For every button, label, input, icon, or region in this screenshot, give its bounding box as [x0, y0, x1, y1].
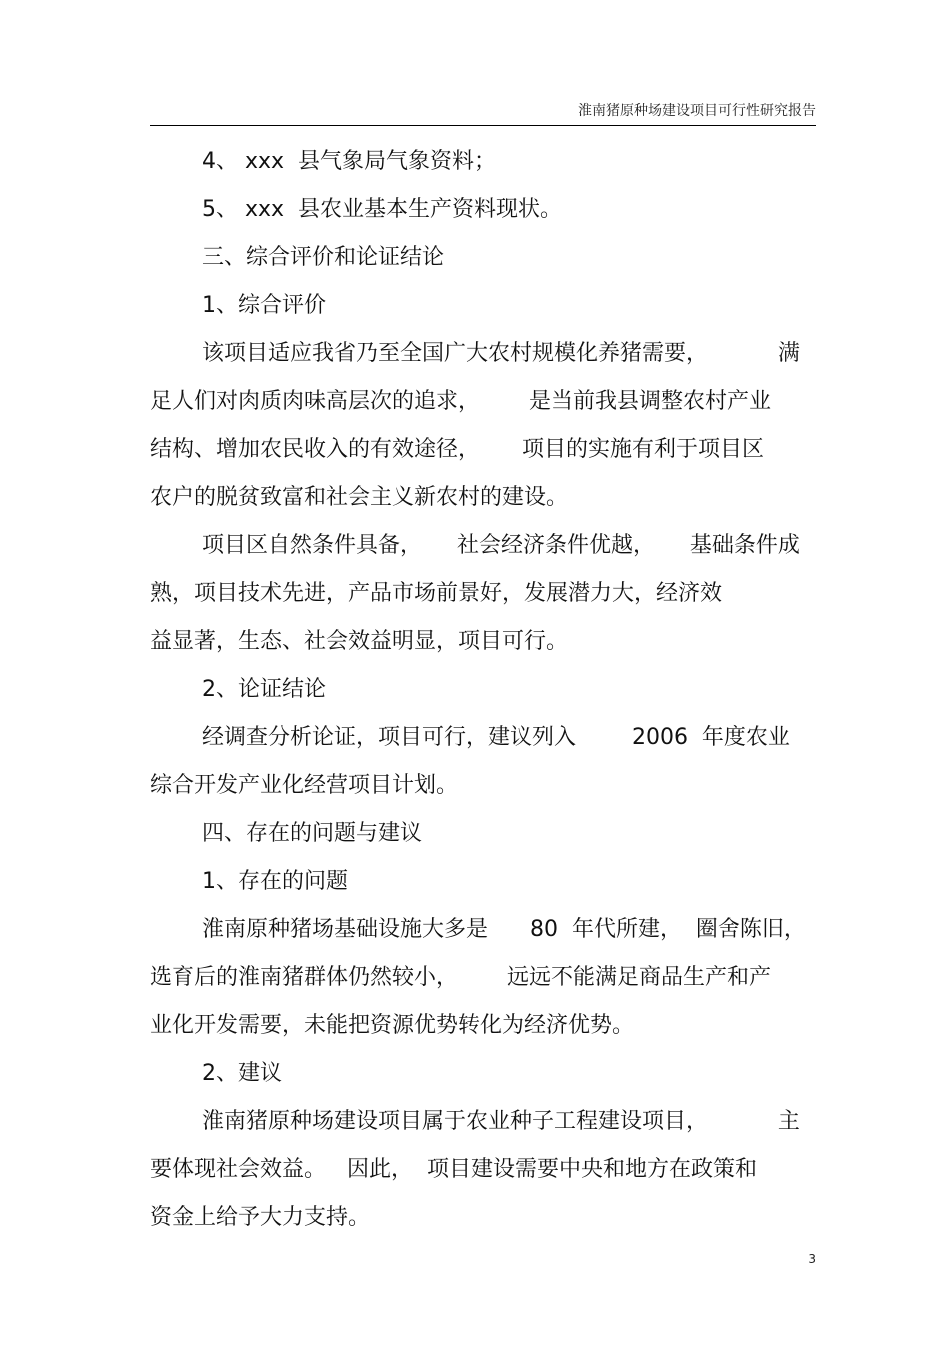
text-line: 项目区自然条件具备， 社会经济条件优越， 基础条件成 [202, 533, 800, 558]
text-line: 选育后的淮南猪群体仍然较小， 远远不能满足商品生产和产 [150, 965, 771, 990]
issues-heading [150, 858, 810, 906]
header-rule [150, 125, 816, 126]
text-line: 业化开发需要，未能把资源优势转化为经济优势。 [150, 1013, 635, 1038]
text-line: 足人们对肉质肉味高层次的追求， 是当前我县调整农村产业 [150, 389, 771, 414]
section-3-heading [150, 234, 810, 282]
text-line: 经调查分析论证，项目可行，建议列入 2006 年度农业 [202, 725, 790, 750]
text-line: 资金上给予大力支持。 [150, 1205, 371, 1230]
text-line: 1、综合评价 [202, 293, 326, 318]
text-line: 结构、增加农民收入的有效途径， 项目的实施有利于项目区 [150, 437, 764, 462]
text-line: 要体现社会效益。 因此， 项目建设需要中央和地方在政策和 [150, 1157, 757, 1182]
item-5-agri-data [150, 186, 810, 234]
text-line: 农户的脱贫致富和社会主义新农村的建设。 [150, 485, 569, 510]
suggestion-heading [150, 1050, 810, 1098]
text-line: 四、存在的问题与建议 [202, 821, 423, 846]
text-line: 1、存在的问题 [202, 869, 348, 894]
text-line: 三、综合评价和论证结论 [202, 245, 445, 270]
text-line: 4、 xxx 县气象局气象资料； [202, 149, 497, 174]
text-line: 该项目适应我省乃至全国广大农村规模化养猪需要， 满 [202, 341, 800, 366]
issues-paragraph [150, 906, 810, 1050]
text-line: 2、论证结论 [202, 677, 326, 702]
text-line: 淮南猪原种场建设项目属于农业种子工程建设项目， 主 [202, 1109, 800, 1134]
text-line: 淮南原种猪场基础设施大多是 80 年代所建， 圈舍陈旧， [202, 917, 806, 942]
section-4-heading [150, 810, 810, 858]
text-line: 熟，项目技术先进，产品市场前景好，发展潜力大，经济效 [150, 581, 723, 606]
conclusion-paragraph [150, 714, 810, 810]
suggestion-paragraph [150, 1098, 810, 1242]
document-body [150, 138, 810, 1242]
evaluation-paragraph-2 [150, 522, 810, 666]
text-line: 综合开发产业化经营项目计划。 [150, 773, 459, 798]
text-line: 2、建议 [202, 1061, 282, 1086]
subsection-1-heading [150, 282, 810, 330]
page-number: 3 [808, 1252, 816, 1266]
evaluation-paragraph-1 [150, 330, 810, 522]
item-4-weather-data [150, 138, 810, 186]
subsection-2-heading [150, 666, 810, 714]
text-line: 5、 xxx 县农业基本生产资料现状。 [202, 197, 563, 222]
running-header: 淮南猪原种场建设项目可行性研究报告 [578, 103, 816, 119]
text-line: 益显著，生态、社会效益明显，项目可行。 [150, 629, 569, 654]
